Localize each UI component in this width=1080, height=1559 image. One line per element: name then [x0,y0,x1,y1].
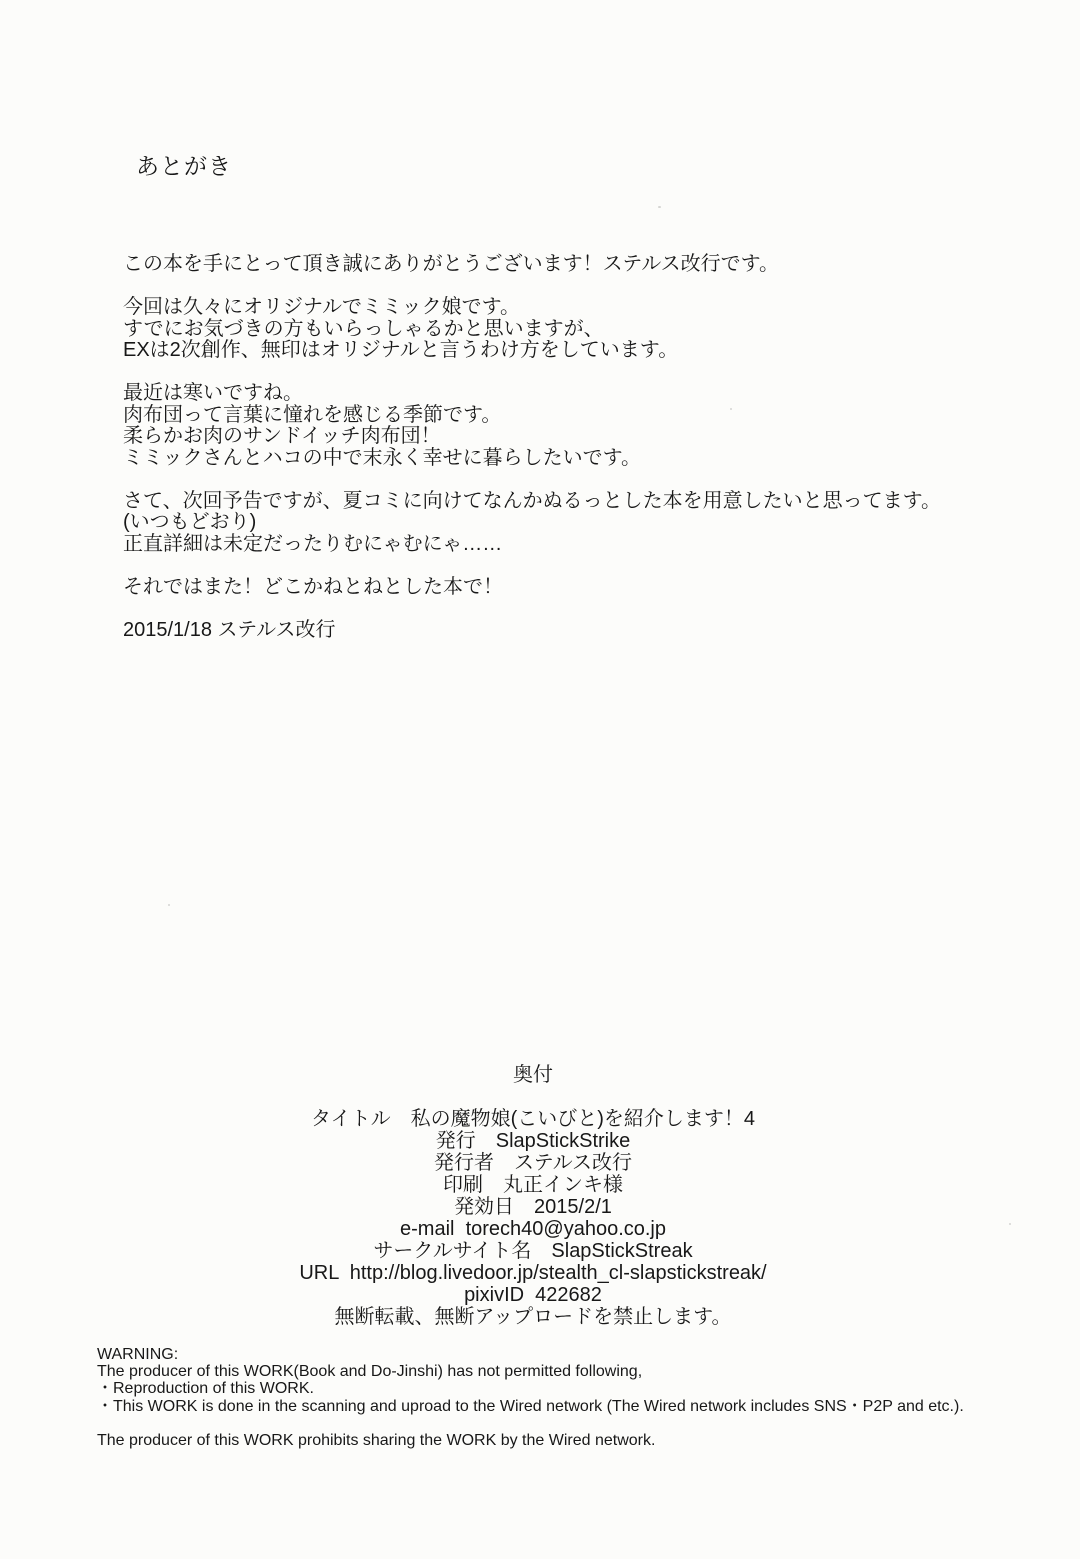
afterword-line-thanks: この本を手にとって頂き誠にありがとうございます！ステルス改行です。 [123,253,779,275]
warning-heading: WARNING: [97,1346,179,1363]
afterword-blank [123,469,941,491]
afterword-line: 正直詳細は未定だったりむにゃむにゃ…… [123,532,503,555]
afterword-line: 柔らかお肉のサンドイッチ肉布団！ [123,425,441,447]
scan-speck [1009,1223,1011,1225]
colophon-blank [0,1086,1073,1108]
colophon-heading: 奥付 [513,1064,553,1086]
colophon-block [0,1064,1073,1328]
afterword-line: (いつもどおり) [123,511,257,533]
afterword-line: さて、次回予告ですが、夏コミに向けてなんかぬるっとした本を用意したいと思ってます。 [123,489,941,512]
afterword-blank [123,598,941,620]
colophon-printer: 印刷 丸正インキ様 [443,1174,623,1196]
colophon-no-repost-notice: 無断転載、無断アップロードを禁止します。 [334,1306,732,1328]
colophon-issue-date: 発効日 2015/2/1 [454,1196,612,1218]
afterword-line: 今回は久々にオリジナルでミミック娘です。 [123,296,520,318]
afterword-line: EXは2次創作、無印はオリジナルと言うわけ方をしています。 [123,339,679,361]
afterword-line: 最近は寒いですね。 [123,382,303,404]
afterword-heading: あとがき [136,153,232,179]
warning-line: The producer of this WORK(Book and Do-Jinshi) has not permitted following, [97,1363,643,1381]
colophon-circle-site: サークルサイト名 SlapStickStreak [373,1240,693,1262]
warning-blank [97,1415,964,1432]
afterword-body [123,254,941,641]
afterword-blank [123,276,941,298]
scan-speck [658,206,661,208]
warning-line: ・This WORK is done in the scanning and uproad to the Wired network (The Wired network includes SNS・P2P and etc.). [97,1397,964,1415]
colophon-publisher: 発行 SlapStickStrike [435,1130,631,1152]
afterword-line: ミミックさんとハコの中で末永く幸せに暮らしたいです。 [123,446,641,469]
colophon-email: e-mail torech40@yahoo.co.jp [400,1218,666,1240]
afterword-line: 肉布団って言葉に憧れを感じる季節です。 [123,403,502,426]
colophon-author: 発行者 ステルス改行 [434,1152,632,1174]
afterword-line: すでにお気づきの方もいらっしゃるかと思いますが、 [123,317,604,340]
afterword-date-signature: 2015/1/18 ステルス改行 [123,618,336,641]
colophon-url: URL http://blog.livedoor.jp/stealth_cl-slapstickstreak/ [299,1262,767,1284]
afterword-blank [123,555,941,577]
scan-speck [168,904,170,906]
warning-line: ・Reproduction of this WORK. [97,1380,314,1398]
afterword-blank [123,362,941,384]
scan-speck [730,408,732,410]
colophon-title: タイトル 私の魔物娘(こいびと)を紹介します！4 [310,1108,756,1130]
warning-line: The producer of this WORK prohibits sharing the WORK by the Wired network. [97,1432,656,1449]
colophon-pixiv-id: pixivID 422682 [464,1284,602,1306]
warning-block [97,1346,964,1449]
afterword-line-signoff: それではまた！どこかねとねとした本で！ [123,575,503,598]
